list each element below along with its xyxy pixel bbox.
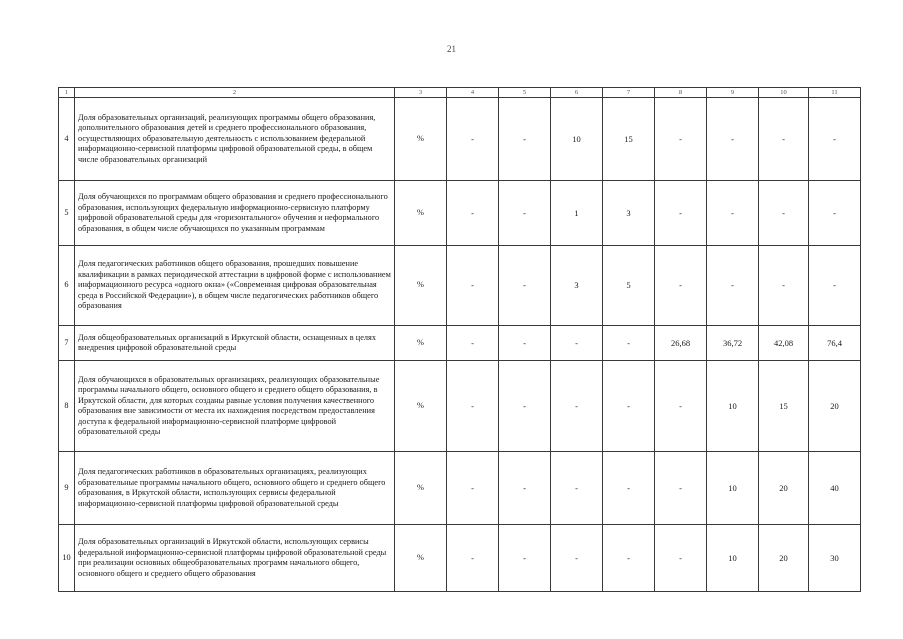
value-cell: - xyxy=(707,246,759,326)
value-cell: 20 xyxy=(759,452,809,525)
value-cell: - xyxy=(655,181,707,246)
value-cell: - xyxy=(499,181,551,246)
unit-cell: % xyxy=(395,181,447,246)
page-number: 21 xyxy=(447,44,456,54)
table-row xyxy=(59,525,861,592)
indicator-description: Доля обучающихся в образовательных организациях, реализующих образовательные программы начального общего, основного общего и среднего общего образования, в Иркутской области, для которых созданы равные условия получения качественного образования вне зависимости от места их нахождения посредством предоставления доступа к федеральной информационно-сервисной платформе цифровой образовательной среды xyxy=(75,361,395,452)
table-row xyxy=(59,181,861,246)
column-number: 10 xyxy=(759,88,809,98)
value-cell: - xyxy=(447,98,499,181)
value-cell: 10 xyxy=(707,452,759,525)
value-cell: - xyxy=(655,246,707,326)
row-number: 6 xyxy=(59,246,75,326)
column-number: 3 xyxy=(395,88,447,98)
value-cell: 3 xyxy=(603,181,655,246)
value-cell: - xyxy=(447,361,499,452)
value-cell: 76,4 xyxy=(809,326,861,361)
value-cell: 15 xyxy=(759,361,809,452)
unit-cell: % xyxy=(395,452,447,525)
value-cell: - xyxy=(603,361,655,452)
indicator-description: Доля общеобразовательных организаций в Иркутской области, оснащенных в целях внедрения цифровой образовательной среды xyxy=(75,326,395,361)
indicators-table xyxy=(58,87,861,592)
column-number: 5 xyxy=(499,88,551,98)
value-cell: - xyxy=(655,98,707,181)
column-number: 11 xyxy=(809,88,861,98)
unit-cell: % xyxy=(395,246,447,326)
value-cell: 15 xyxy=(603,98,655,181)
value-cell: - xyxy=(655,361,707,452)
value-cell: 10 xyxy=(707,361,759,452)
table-row xyxy=(59,452,861,525)
unit-cell: % xyxy=(395,326,447,361)
value-cell: - xyxy=(809,246,861,326)
value-cell: - xyxy=(603,525,655,592)
value-cell: 26,68 xyxy=(655,326,707,361)
value-cell: - xyxy=(809,181,861,246)
column-number: 4 xyxy=(447,88,499,98)
unit-cell: % xyxy=(395,98,447,181)
table-row xyxy=(59,326,861,361)
column-number: 6 xyxy=(551,88,603,98)
value-cell: - xyxy=(551,525,603,592)
value-cell: - xyxy=(603,452,655,525)
table-row xyxy=(59,361,861,452)
value-cell: - xyxy=(499,326,551,361)
unit-cell: % xyxy=(395,525,447,592)
value-cell: 36,72 xyxy=(707,326,759,361)
row-number: 9 xyxy=(59,452,75,525)
value-cell: - xyxy=(499,525,551,592)
column-number: 7 xyxy=(603,88,655,98)
indicator-description: Доля образовательных организаций в Иркутской области, использующих сервисы федеральной информационно-сервисной платформы цифровой образовательной среды при реализации основных общеобразовательных программ начального общего, основного общего и среднего общего образования xyxy=(75,525,395,592)
column-number: 8 xyxy=(655,88,707,98)
header-row xyxy=(59,88,861,98)
value-cell: - xyxy=(499,452,551,525)
value-cell: - xyxy=(499,98,551,181)
row-number: 8 xyxy=(59,361,75,452)
value-cell: 1 xyxy=(551,181,603,246)
unit-cell: % xyxy=(395,361,447,452)
row-number: 7 xyxy=(59,326,75,361)
indicator-description: Доля обучающихся по программам общего образования и среднего профессионального образования, использующих федеральную информационно-сервисную платформу цифровой образовательной среды для «горизонтального» обучения и неформального образования, в общем числе обучающихся по указанным программам xyxy=(75,181,395,246)
table-row xyxy=(59,246,861,326)
value-cell: - xyxy=(809,98,861,181)
value-cell: - xyxy=(655,525,707,592)
value-cell: - xyxy=(551,361,603,452)
value-cell: - xyxy=(759,246,809,326)
value-cell: - xyxy=(759,181,809,246)
value-cell: 10 xyxy=(707,525,759,592)
value-cell: - xyxy=(551,452,603,525)
value-cell: - xyxy=(447,525,499,592)
value-cell: 30 xyxy=(809,525,861,592)
column-number: 2 xyxy=(75,88,395,98)
table-row xyxy=(59,98,861,181)
value-cell: - xyxy=(447,452,499,525)
value-cell: - xyxy=(447,181,499,246)
indicator-description: Доля педагогических работников в образовательных организациях, реализующих образовательные программы начального общего, основного общего и среднего общего образования, в Иркутской области, использующих сервисы федеральной информационно-сервисной платформы цифровой образовательной среды xyxy=(75,452,395,525)
value-cell: - xyxy=(759,98,809,181)
value-cell: - xyxy=(655,452,707,525)
value-cell: - xyxy=(499,361,551,452)
value-cell: - xyxy=(603,326,655,361)
value-cell: 3 xyxy=(551,246,603,326)
indicator-description: Доля педагогических работников общего образования, прошедших повышение квалификации в рамках периодической аттестации в цифровой форме с использованием информационного ресурса «одного окна» («Современная цифровая образовательная среда в Российской Федерации»), в общем числе педагогических работников общего образования xyxy=(75,246,395,326)
value-cell: 20 xyxy=(809,361,861,452)
value-cell: - xyxy=(707,181,759,246)
row-number: 10 xyxy=(59,525,75,592)
indicator-description: Доля образовательных организаций, реализующих программы общего образования, дополнительного образования детей и среднего профессионального образования, осуществляющих образовательную деятельность с использованием федеральной информационно-сервисной платформы цифровой образовательной среды, в общем числе образовательных организаций xyxy=(75,98,395,181)
column-number: 1 xyxy=(59,88,75,98)
value-cell: - xyxy=(447,326,499,361)
row-number: 5 xyxy=(59,181,75,246)
value-cell: - xyxy=(499,246,551,326)
value-cell: - xyxy=(551,326,603,361)
value-cell: 40 xyxy=(809,452,861,525)
value-cell: 42,08 xyxy=(759,326,809,361)
value-cell: 10 xyxy=(551,98,603,181)
value-cell: - xyxy=(707,98,759,181)
value-cell: 20 xyxy=(759,525,809,592)
value-cell: 5 xyxy=(603,246,655,326)
row-number: 4 xyxy=(59,98,75,181)
value-cell: - xyxy=(447,246,499,326)
column-number: 9 xyxy=(707,88,759,98)
